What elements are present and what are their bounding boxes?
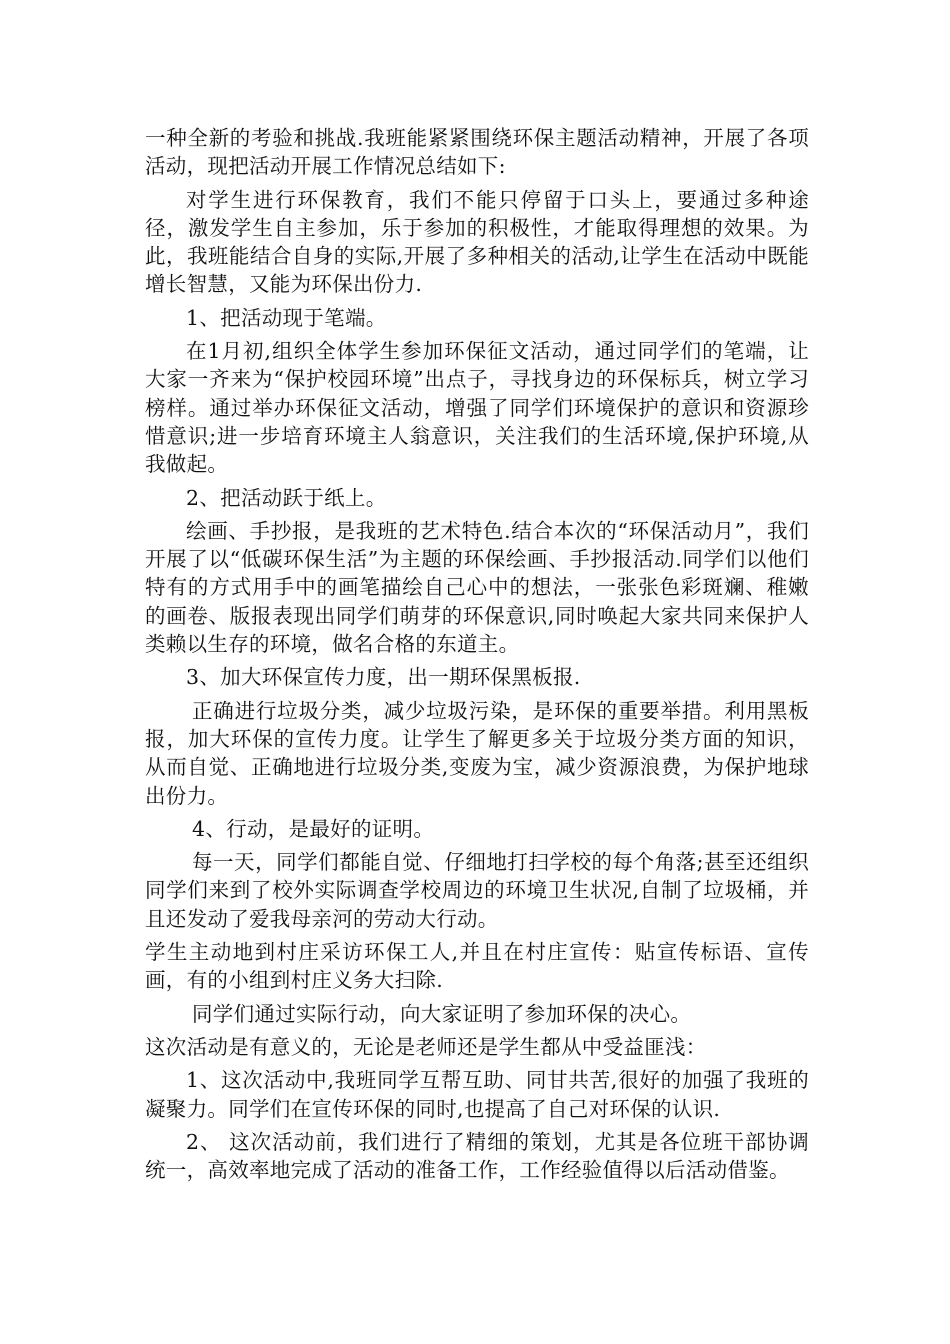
heading-item-2: 2、把活动跃于纸上。 [186,485,387,510]
paragraph-blackboard: 正确进行垃圾分类，减少垃圾污染，是环保的重要举措。利用黑板报，加大环保的宣传力度。让学生了解更多关于垃圾分类方面的知识，从而自觉、正确地进行垃圾分类,变废为宝，减少资源浪费，为保护地球出份力。 [145,698,809,808]
paragraph-education: 对学生进行环保教育，我们不能只停留于口头上，要通过多种途径，激发学生自主参加，乐于参加的积极性，才能取得理想的效果。为此，我班能结合自身的实际,开展了多种相关的活动,让学生在活动中既能增长智慧，又能为环保出份力. [145,187,809,297]
paragraph-significance: 这次活动是有意义的，无论是老师还是学生都从中受益匪浅： [145,1034,707,1059]
heading-item-3: 3、加大环保宣传力度，出一期环保黑板报. [186,665,581,690]
paragraph-intro: 一种全新的考验和挑战.我班能紧紧围绕环保主题活动精神，开展了各项活动，现把活动开展工作情况总结如下: [145,126,809,179]
heading-item-4: 4、行动，是最好的证明。 [192,816,435,841]
paragraph-village-visit: 学生主动地到村庄采访环保工人,并且在村庄宣传：贴宣传标语、宣传画，有的小组到村庄义务大扫除. [145,940,809,993]
heading-item-1: 1、把活动现于笔端。 [186,305,387,330]
paragraph-benefit-2: 2、 这次活动前，我们进行了精细的策划，尤其是各位班干部协调统一，高效率地完成了活动的准备工作，工作经验值得以后活动借鉴。 [145,1129,809,1183]
paragraph-painting-activity: 绘画、手抄报，是我班的艺术特色.结合本次的“环保活动月”，我们开展了以“低碳环保生活”为主题的环保绘画、手抄报活动.同学们以他们特有的方式用手中的画笔描绘自己心中的想法，一张张色彩斑斓、稚嫩的画卷、版报表现出同学们萌芽的环保意识,同时唤起大家共同来保护人类赖以生存的环境，做名合格的东道主。 [145,518,809,657]
paragraph-determination: 同学们通过实际行动，向大家证明了参加环保的决心。 [192,1001,692,1026]
paragraph-benefit-1: 1、这次活动中,我班同学互帮互助、同甘共苦,很好的加强了我班的凝聚力。同学们在宣传环保的同时,也提高了自己对环保的认识. [145,1068,809,1121]
document-body [145,124,809,1189]
paragraph-daily-action: 每一天，同学们都能自觉、仔细地打扫学校的每个角落;甚至还组织同学们来到了校外实际调查学校周边的环境卫生状况,自制了垃圾桶，并且还发动了爱我母亲河的劳动大行动。 [145,850,809,931]
paragraph-essay-activity: 在1月初,组织全体学生参加环保征文活动，通过同学们的笔端，让大家一齐来为“保护校园环境”出点子，寻找身边的环保标兵，树立学习榜样。通过举办环保征文活动，增强了同学们环境保护的意识和资源珍惜意识;进一步培育环境主人翁意识，关注我们的生活环境,保护环境,从我做起。 [145,339,809,477]
